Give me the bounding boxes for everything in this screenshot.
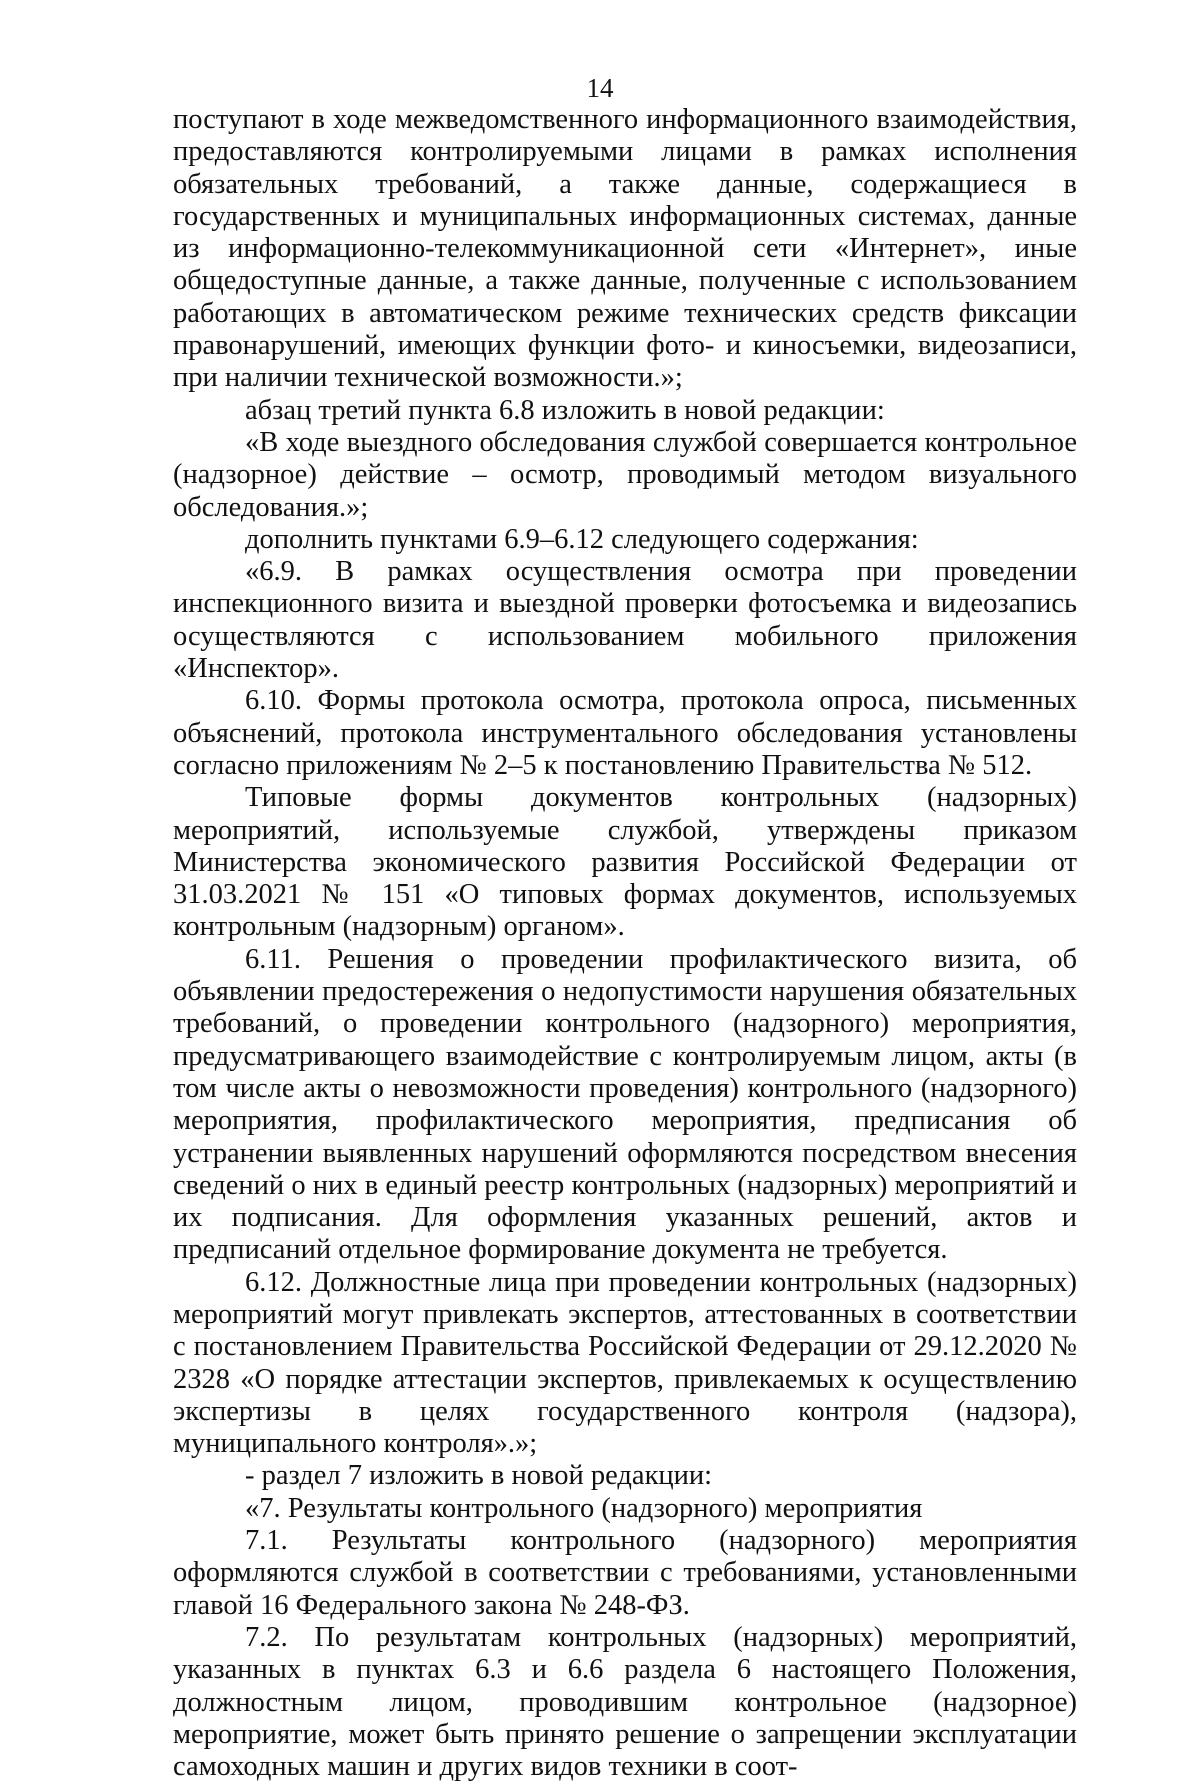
paragraph-7-1: 7.1. Результаты контрольного (надзорного) мероприятия оформляются службой в соответствии с требованиями, установленными главой 16 Федерального закона № 248-ФЗ. <box>173 1525 1077 1621</box>
paragraph-6-10: 6.10. Формы протокола осмотра, протокола опроса, письменных объяснений, протокола инструментального обследования установлены согласно приложениям № 2–5 к постановлению Правительства № 512. <box>173 685 1077 781</box>
document-body <box>173 104 1077 1783</box>
paragraph-section-7-amend: - раздел 7 изложить в новой редакции: <box>245 1460 713 1492</box>
paragraph-7-2: 7.2. По результатам контрольных (надзорных) мероприятий, указанных в пунктах 6.3 и 6.6 раздела 6 настоящего Положения, должностным лицом, проводившим контрольное (надзорное) мероприятие, может быть принято решение о запрещении эксплуатации самоходных машин и других видов техники в соот- <box>173 1621 1077 1783</box>
paragraph-6-12: 6.12. Должностные лица при проведении контрольных (надзорных) мероприятий могут привлекать экспертов, аттестованных в соответствии с постановлением Правительства Российской Федерации от 29.12.2020 № 2328 «О порядке аттестации экспертов, привлекаемых к осуществлению экспертизы в целях государственного контроля (надзора), муниципального контроля».»; <box>173 1266 1077 1460</box>
paragraph-6-9: «6.9. В рамках осуществления осмотра при проведении инспекционного визита и выездной проверки фотосъемка и видеозапись осуществляются с использованием мобильного приложения «Инспектор». <box>173 556 1077 685</box>
paragraph-continuation: поступают в ходе межведомственного информационного взаимодействия, предоставляются контролируемыми лицами в рамках исполнения обязательных требований, а также данные, содержащиеся в государственных и муниципальных информационных системах, данные из информационно-телекоммуникационной сети «Интернет», иные общедоступные данные, а также данные, полученные с использованием работающих в автоматическом режиме технических средств фиксации правонарушений, имеющих функции фото- и киносъемки, видеозаписи, при наличии технической возможности.»; <box>173 104 1077 394</box>
paragraph-standard-forms: Типовые формы документов контрольных (надзорных) мероприятий, используемые службой, утверждены приказом Министерства экономического развития Российской Федерации от 31.03.2021 № 151 «О типовых формах документов, используемых контрольным (надзорным) органом». <box>173 782 1077 943</box>
paragraph-add-6-9-6-12: дополнить пунктами 6.9–6.12 следующего содержания: <box>245 523 919 555</box>
section-7-heading: «7. Результаты контрольного (надзорного) мероприятия <box>245 1492 923 1524</box>
paragraph-quote-6-8: «В ходе выездного обследования службой совершается контрольное (надзорное) действие – осмотр, проводимый методом визуального обследования.»; <box>173 426 1077 523</box>
page-number: 14 <box>586 73 614 103</box>
paragraph-amend-6-8: абзац третий пункта 6.8 изложить в новой редакции: <box>245 394 885 426</box>
paragraph-6-11: 6.11. Решения о проведении профилактического визита, об объявлении предостережения о недопустимости нарушения обязательных требований, о проведении контрольного (надзорного) мероприятия, предусматривающего взаимодействие с контролируемым лицом, акты (в том числе акты о невозможности проведения) контрольного (надзорного) мероприятия, профилактического мероприятия, предписания об устранении выявленных нарушений оформляются посредством внесения сведений о них в единый реестр контрольных (надзорных) мероприятий и их подписания. Для оформления указанных решений, актов и предписаний отдельное формирование документа не требуется. <box>173 943 1077 1266</box>
